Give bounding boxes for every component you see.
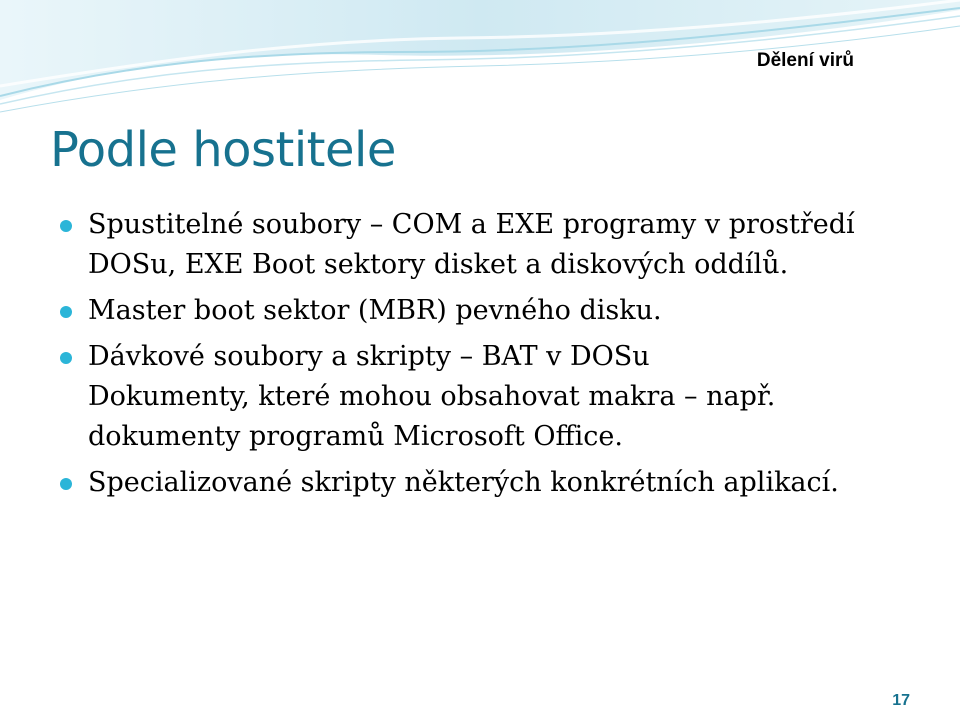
bullet-icon (60, 478, 72, 490)
page-number: 17 (892, 692, 910, 709)
slide-title: Podle hostitele (50, 122, 396, 178)
bullet-continuation-text: Dokumenty, které mohou obsahovat makra – např. dokumenty programů Microsoft Office. (88, 381, 776, 452)
bullet-item (54, 205, 914, 285)
bullet-icon (60, 306, 72, 318)
bullet-text: Specializované skripty některých konkrétních aplikací. (88, 467, 839, 498)
bullet-list (54, 205, 914, 509)
bullet-text: Spustitelné soubory – COM a EXE programy v prostředí DOSu, EXE Boot sektory disket a diskových oddílů. (88, 209, 855, 280)
bullet-item (54, 463, 914, 503)
bullet-text: Dávkové soubory a skripty – BAT v DOSu (88, 341, 650, 372)
bullet-item (54, 291, 914, 331)
bullet-item (54, 337, 914, 457)
section-label: Dělení virů (756, 50, 854, 71)
bullet-icon (60, 220, 72, 232)
bullet-text: Master boot sektor (MBR) pevného disku. (88, 295, 662, 326)
bullet-icon (60, 352, 72, 364)
